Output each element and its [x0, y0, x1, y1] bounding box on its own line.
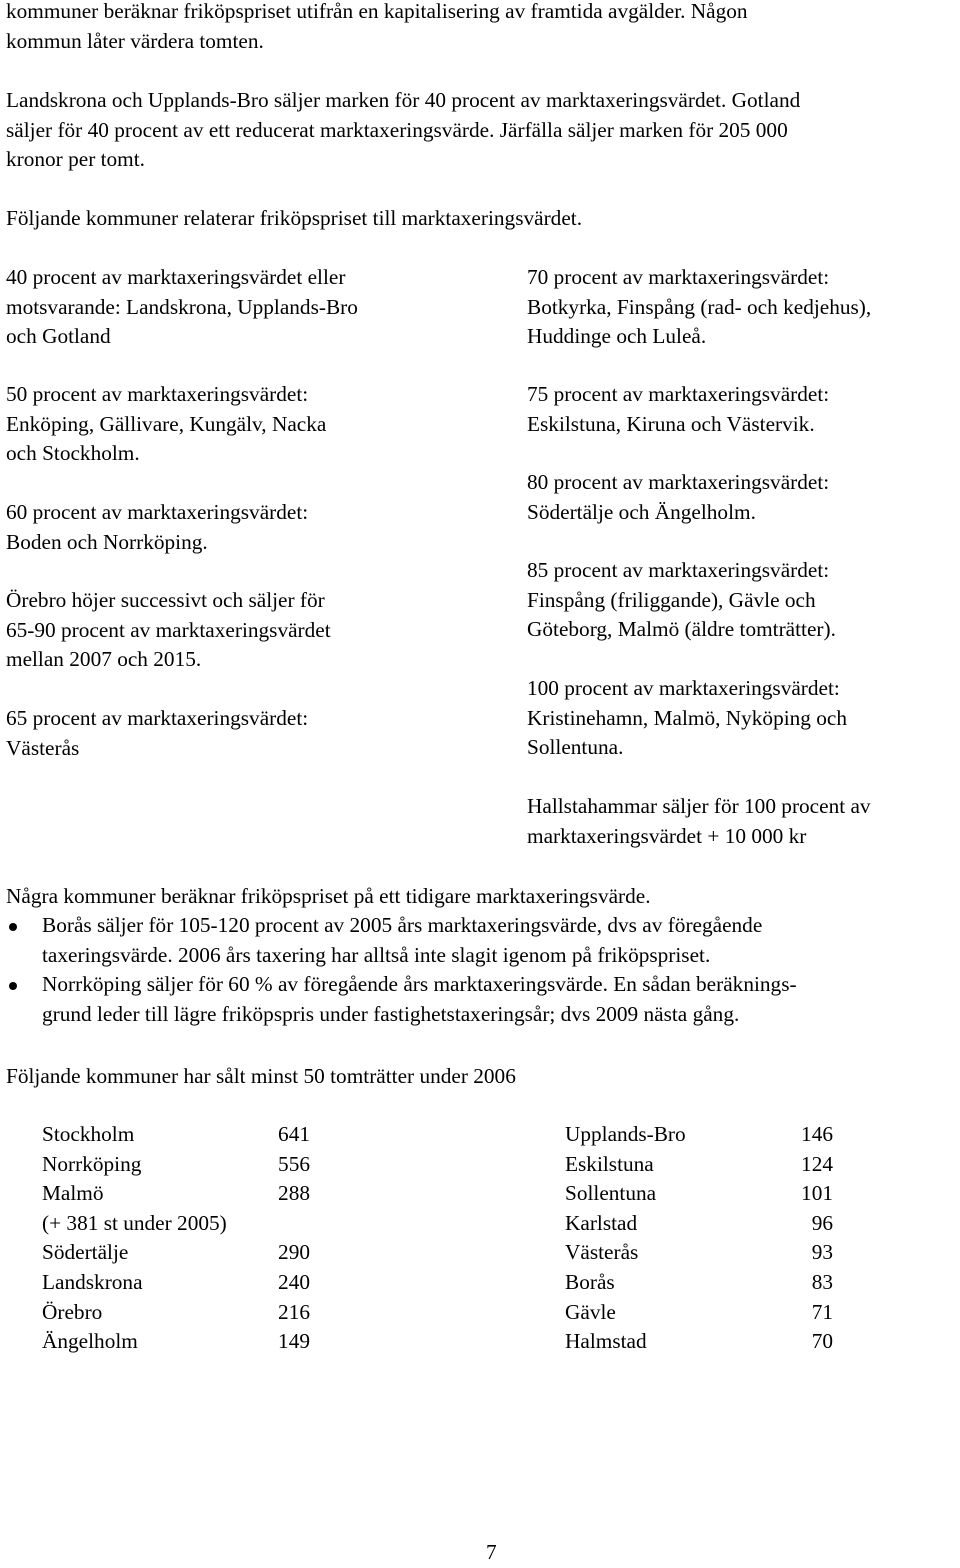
sold-count: 70	[811, 1329, 833, 1354]
sold-table-right	[565, 1120, 833, 1357]
text-line: säljer för 40 procent av ett reducerat marktaxeringsvärde. Järfälla säljer marken för 205 000	[6, 117, 788, 142]
municipality-name: Stockholm	[42, 1122, 135, 1146]
right-column-block-3: 80 procent av marktaxeringsvärdet: Södertälje och Ängelholm.	[527, 470, 830, 524]
table-row	[565, 1209, 833, 1239]
municipality-name: Halmstad	[565, 1329, 647, 1354]
municipality-name: Ängelholm	[42, 1329, 138, 1354]
right-column-block-5: 100 procent av marktaxeringsvärdet: Kristinehamn, Malmö, Nyköping och Sollentuna.	[527, 676, 848, 760]
municipality-name: Upplands-Bro	[565, 1122, 686, 1146]
bullet-list	[6, 911, 946, 1029]
sold-count: 83	[811, 1269, 833, 1294]
municipality-name: Södertälje	[42, 1240, 129, 1265]
bullet-item-boras: Borås säljer för 105-120 procent av 2005 års marktaxeringsvärde, dvs av föregående taxeringsvärde. 2006 års taxering har alltså inte slagit igenom på friköpspriset.	[6, 911, 946, 970]
table-row	[42, 1209, 310, 1239]
table-row	[42, 1327, 310, 1357]
earlier-value-heading: Några kommuner beräknar friköpspriset på ett tidigare marktaxeringsvärde.	[6, 884, 651, 908]
sold-count: 96	[811, 1210, 833, 1235]
text-line: kommuner beräknar friköpspriset utifrån en kapitalisering av framtida avgälder. Någon	[6, 0, 748, 23]
sold-count: 290	[278, 1240, 310, 1265]
table-row	[42, 1298, 310, 1328]
table-row	[42, 1238, 310, 1268]
sold-count: 71	[811, 1299, 833, 1324]
sold-count: 556	[278, 1151, 310, 1176]
left-column-block-5: 65 procent av marktaxeringsvärdet: Västerås	[6, 706, 309, 760]
municipality-name: Malmö	[42, 1181, 104, 1206]
left-column-block-4: Örebro höjer successivt och säljer för 65-90 procent av marktaxeringsvärdet mellan 2007 och 2015.	[6, 588, 331, 672]
table-row	[565, 1120, 833, 1150]
sold-count	[270, 1209, 310, 1239]
table-row	[565, 1298, 833, 1328]
municipality-name: Sollentuna	[565, 1181, 657, 1206]
intro-paragraph	[6, 0, 748, 56]
sold-count: 146	[801, 1122, 833, 1146]
table-row	[42, 1268, 310, 1298]
table-row	[42, 1179, 310, 1209]
municipality-name: Landskrona	[42, 1269, 143, 1294]
table-row	[565, 1268, 833, 1298]
right-column-block-2: 75 procent av marktaxeringsvärdet: Eskilstuna, Kiruna och Västervik.	[527, 382, 830, 436]
sold-count: 240	[278, 1269, 310, 1294]
table-row	[565, 1150, 833, 1180]
municipality-name: (+ 381 st under 2005)	[42, 1210, 227, 1235]
left-column-block-3: 60 procent av marktaxeringsvärdet: Boden och Norrköping.	[6, 500, 309, 554]
table-row	[565, 1179, 833, 1209]
municipality-name: Örebro	[42, 1299, 103, 1324]
right-column-block-1: 70 procent av marktaxeringsvärdet: Botkyrka, Finspång (rad- och kedjehus), Huddinge och Luleå.	[527, 265, 872, 349]
right-column-block-6: Hallstahammar säljer för 100 procent av marktaxeringsvärdet + 10 000 kr	[527, 794, 871, 848]
left-column-block-2: 50 procent av marktaxeringsvärdet: Enköping, Gällivare, Kungälv, Nacka och Stockholm.	[6, 382, 327, 466]
page-number: 7	[486, 1540, 497, 1564]
sold-count: 216	[278, 1299, 310, 1324]
sold-count: 101	[801, 1181, 833, 1206]
sold-table-left	[42, 1120, 310, 1357]
sold-count: 288	[278, 1181, 310, 1206]
relation-heading: Följande kommuner relaterar friköpspriset till marktaxeringsvärdet.	[6, 206, 583, 230]
bullet-dot-icon	[9, 982, 17, 990]
table-row	[42, 1150, 310, 1180]
text-line: kommun låter värdera tomten.	[6, 28, 264, 53]
municipality-name: Borås	[565, 1269, 615, 1294]
sold-count: 93	[811, 1240, 833, 1265]
left-column-block-1: 40 procent av marktaxeringsvärdet eller motsvarande: Landskrona, Upplands-Bro och Gotland	[6, 265, 358, 349]
sold-heading: Följande kommuner har sålt minst 50 tomträtter under 2006	[6, 1064, 516, 1088]
municipality-name: Norrköping	[42, 1151, 142, 1176]
table-row	[42, 1120, 310, 1150]
sold-count: 641	[278, 1122, 310, 1146]
right-column-block-4: 85 procent av marktaxeringsvärdet: Finspång (friliggande), Gävle och Göteborg, Malmö (äldre tomträtter).	[527, 558, 836, 642]
text-line: kronor per tomt.	[6, 147, 145, 172]
text-line: Landskrona och Upplands-Bro säljer marken för 40 procent av marktaxeringsvärdet. Gotland	[6, 88, 801, 112]
sold-count: 149	[278, 1329, 310, 1354]
bullet-dot-icon	[9, 923, 17, 931]
table-row	[565, 1238, 833, 1268]
sold-count: 124	[801, 1151, 833, 1176]
municipality-name: Karlstad	[565, 1210, 638, 1235]
municipality-name: Eskilstuna	[565, 1151, 654, 1176]
municipality-name: Gävle	[565, 1299, 616, 1324]
table-row	[565, 1327, 833, 1357]
bullet-item-norrkoping: Norrköping säljer för 60 % av föregående års marktaxeringsvärde. En sådan beräknings- grund leder till lägre friköpspris under fastighetstaxeringsår; dvs 2009 nästa gång.	[6, 970, 946, 1029]
municipality-name: Västerås	[565, 1240, 639, 1265]
landskrona-paragraph	[6, 86, 800, 175]
